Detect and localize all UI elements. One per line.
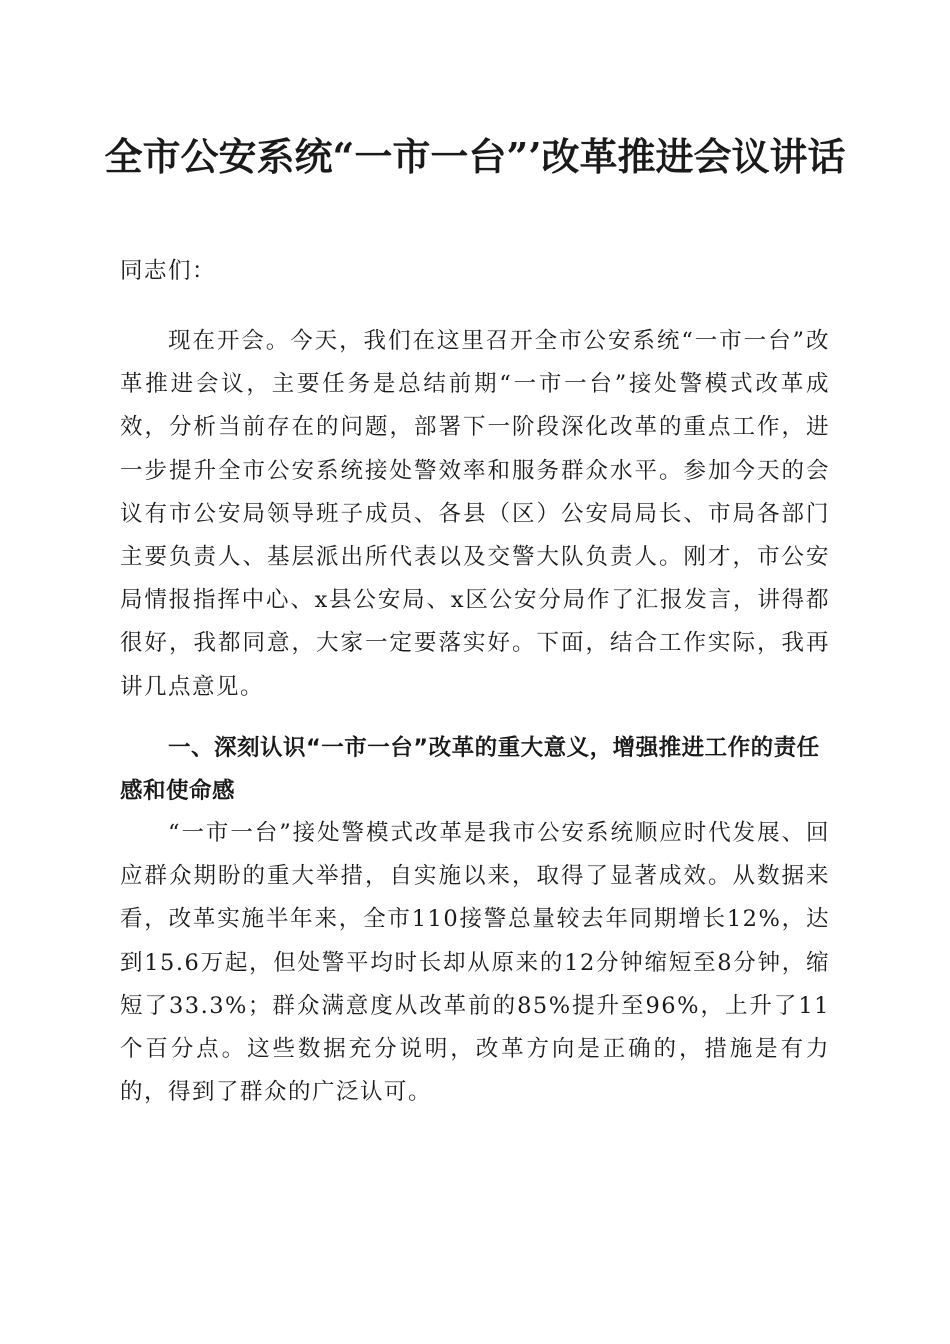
document-title: 全市公安系统“一市一台”’改革推进会议讲话 (104, 134, 846, 179)
section-1-paragraph: “一市一台”接处警模式改革是我市公安系统顺应时代发展、回应群众期盼的重大举措，自实施以来，取得了显著成效。从数据来看，改革实施半年来，全市110接警总量较去年同期增长12%，达到15.6万起，但处警平均时长却从原来的12分钟缩短至8分钟，缩短了33.3%；群众满意度从改革前的85%提升至96%，上升了11个百分点。这些数据充分说明，改革方向是正确的，措施是有力的，得到了群众的广泛认可。 (120, 820, 830, 1106)
section-heading-1: 一、深刻认识“一市一台”改革的重大意义，增强推进工作的责任感和使命感 (120, 735, 820, 805)
salutation: 同志们： (120, 258, 217, 284)
opening-paragraph: 现在开会。今天，我们在这里召开全市公安系统“一市一台”改革推进会议，主要任务是总结前期“一市一台”接处警模式改革成效，分析当前存在的问题，部署下一阶段深化改革的重点工作，进一步提升全市公安系统接处警效率和服务群众水平。参加今天的会议有市公安局领导班子成员、各县（区）公安局局长、市局各部门主要负责人、基层派出所代表以及交警大队负责人。刚才，市公安局情报指挥中心、x县公安局、x区公安分局作了汇报发言，讲得都很好，我都同意，大家一定要落实好。下面，结合工作实际，我再讲几点意见。 (120, 328, 830, 700)
